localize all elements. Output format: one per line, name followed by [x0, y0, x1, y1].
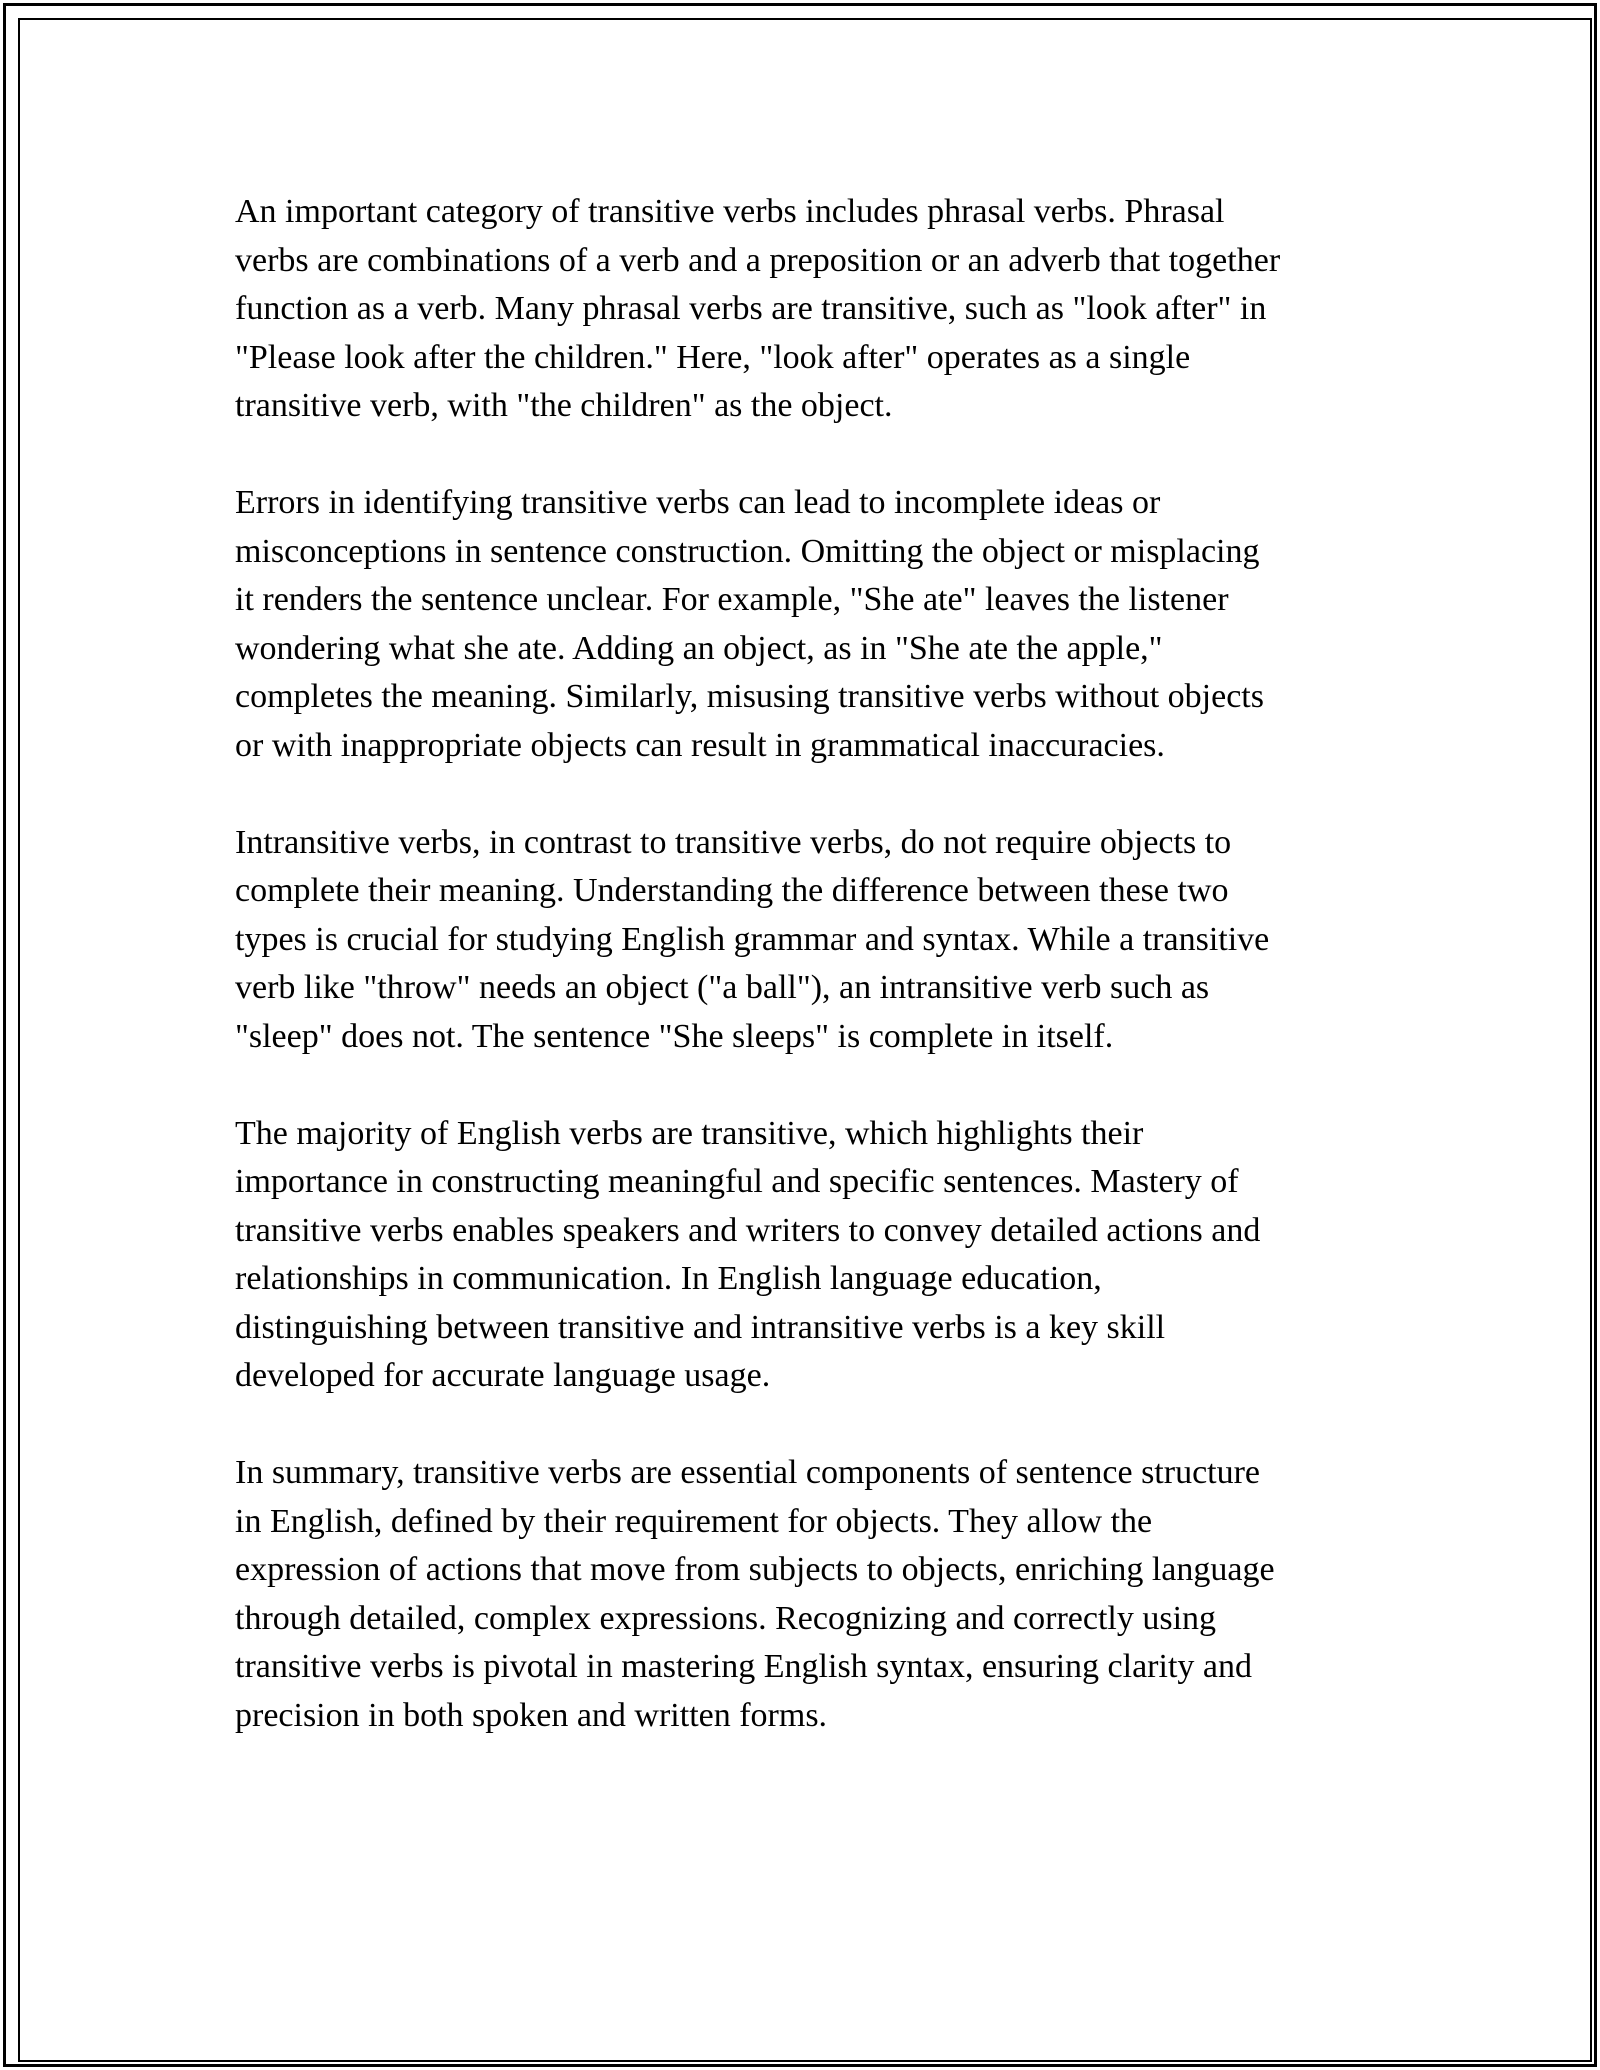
paragraph-summary: In summary, transitive verbs are essential components of sentence structure in English, defined by their requirement for objects. They allow the expression of actions that move from subjects to objects, enriching language through detailed, complex expressions. Recognizing and correctly using transitive verbs is pivotal in mastering English syntax, ensuring clarity and precision in both spoken and written forms. [235, 1454, 1275, 1734]
paragraph-identification-errors: Errors in identifying transitive verbs can lead to incomplete ideas or misconceptions in sentence construction. Omitting the object or misplacing it renders the sentence unclear. For example, "She ate" leaves the listener wondering what she ate. Adding an object, as in "She ate the apple," completes the meaning. Similarly, misusing transitive verbs without objects or with inappropriate objects can result in grammatical inaccuracies. [235, 484, 1264, 764]
paragraph-phrasal-verbs: An important category of transitive verbs includes phrasal verbs. Phrasal verbs are combinations of a verb and a preposition or an adverb that together function as a verb. Many phrasal verbs are transitive, such as "look after" in "Please look after the children." Here, "look after" operates as a single transitive verb, with "the children" as the object. [235, 193, 1281, 424]
paragraph-majority-transitive: The majority of English verbs are transitive, which highlights their importance in constructing meaningful and specific sentences. Mastery of transitive verbs enables speakers and writers to convey detailed actions and relationships in communication. In English language education, distinguishing between transitive and intransitive verbs is a key skill developed for accurate language usage. [235, 1114, 1261, 1394]
paragraph-intransitive-verbs: Intransitive verbs, in contrast to transitive verbs, do not require objects to complete their meaning. Understanding the difference between these two types is crucial for studying English grammar and syntax. While a transitive verb like "throw" needs an object ("a ball"), an intransitive verb such as "sleep" does not. The sentence "She sleeps" is complete in itself. [235, 823, 1270, 1055]
document-body [235, 188, 1375, 1740]
